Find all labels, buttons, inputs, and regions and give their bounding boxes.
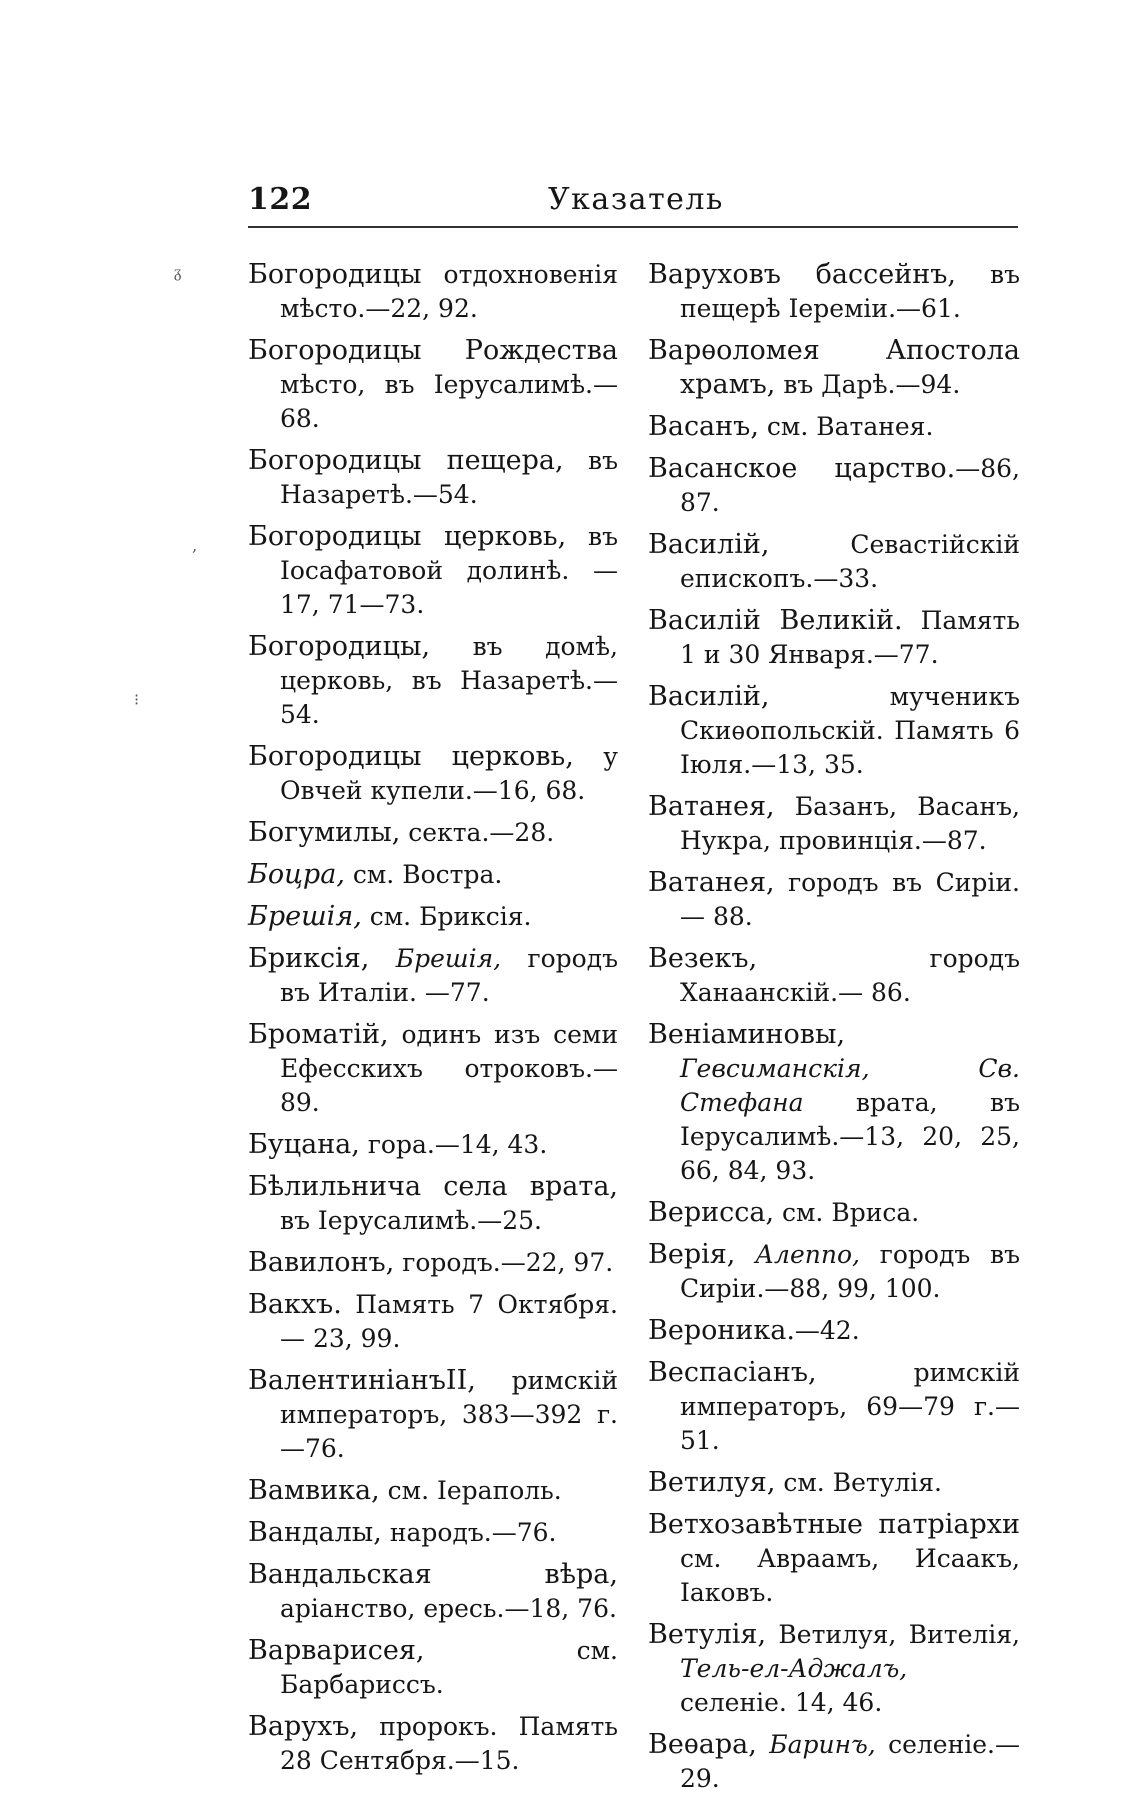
page-number: 122	[248, 182, 313, 217]
index-entry: Брешія, см. Бриксія.	[248, 901, 532, 932]
index-entry: Васанъ, см. Ватанея.	[648, 411, 934, 442]
index-entry: Вамвика, см. Іераполь.	[248, 1475, 562, 1506]
index-entry: Богородицы пещера, въ Назаретѣ.—54.	[248, 445, 618, 509]
index-entry: Варварисея, см. Барбариссъ.	[248, 1635, 618, 1699]
index-entry: Ветхозавѣтные патріархи см. Авраамъ, Исаакъ, Іаковъ.	[648, 1509, 1020, 1607]
index-entry: Вавилонъ, городъ.—22, 97.	[248, 1247, 614, 1278]
index-entry: Верисса, см. Вриса.	[648, 1197, 920, 1228]
index-entry: Веспасіанъ, римскій императоръ, 69—79 г.—51.	[648, 1357, 1020, 1455]
index-entry: Богородицы Рождества мѣсто, въ Іерусалимѣ.—68.	[248, 335, 618, 433]
index-entry: Броматій, одинъ изъ семи Ефесскихъ отроковъ.—89.	[248, 1019, 618, 1117]
index-entry: Бриксія, Брешія, городъ въ Италіи. —77.	[248, 943, 619, 1007]
running-head	[248, 176, 1018, 226]
index-entry: Верія, Алеппо, городъ въ Сиріи.—88, 99, 100.	[648, 1239, 1020, 1303]
index-entry: Варѳоломея Апостола храмъ, въ Дарѣ.—94.	[648, 335, 1020, 400]
index-entry: Веѳара, Баринъ, селеніе.—29.	[648, 1729, 1020, 1793]
index-entry: Василій, Севастійскій епископъ.—33.	[648, 529, 1020, 593]
index-entry: Ветилуя, см. Ветулія.	[648, 1467, 942, 1498]
index-entry: Бѣлильнича села врата, въ Іерусалимѣ.—25.	[248, 1171, 618, 1235]
index-entry: Васанское царство.—86, 87.	[648, 453, 1020, 517]
index-entry: Вероника.—42.	[648, 1315, 860, 1346]
index-entry: Богумилы, секта.—28.	[248, 817, 555, 848]
margin-mark: ᵹ	[174, 262, 182, 281]
running-title: Указатель	[548, 182, 724, 217]
index-entry: ВалентиніанъII, римскій императоръ, 383—392 г.—76.	[248, 1365, 618, 1463]
index-entry: Ватанея, городъ въ Сиріи.— 88.	[648, 867, 1020, 931]
index-entry: Богородицы, въ домѣ, церковь, въ Назаретѣ.—54.	[248, 631, 618, 729]
index-entry: Варухъ, пророкъ. Память 28 Сентября.—15.	[248, 1711, 618, 1775]
margin-mark: ⁝	[134, 690, 140, 709]
index-entry: Веніаминовы, Гевсиманскія, Св. Стефана врата, въ Іерусалимѣ.—13, 20, 25, 66, 84, 93.	[648, 1019, 1020, 1185]
index-entry: Боцра, см. Востра.	[248, 859, 503, 890]
index-entry: Везекъ, городъ Ханаанскій.— 86.	[648, 943, 1020, 1007]
margin-mark: ‚	[192, 536, 198, 555]
index-entry: Вандалы, народъ.—76.	[248, 1517, 557, 1548]
index-entry: Варуховъ бассейнъ, въ пещерѣ Іереміи.—61.	[648, 259, 1020, 323]
index-entry: Ватанея, Базанъ, Васанъ, Нукра, провинція.—87.	[648, 791, 1020, 855]
index-entry: Буцана, гора.—14, 43.	[248, 1129, 548, 1160]
index-entry: Богородицы церковь, у Овчей купели.—16, 68.	[248, 741, 618, 805]
index-entry: Вандальская вѣра, аріанство, ересь.—18, 76.	[248, 1559, 618, 1623]
index-entry: Богородицы церковь, въ Іосафатовой долинѣ. — 17, 71—73.	[248, 521, 618, 619]
index-entry: Вакхъ. Память 7 Октября.— 23, 99.	[248, 1289, 618, 1353]
index-column-left	[248, 258, 618, 1786]
index-entry: Василій Великій. Память 1 и 30 Января.—77.	[648, 605, 1020, 669]
index-column-right	[648, 258, 1020, 1804]
header-rule	[248, 226, 1018, 228]
index-entry: Ветулія, Ветилуя, Вителія, Тель-ел-Аджалъ, селеніе. 14, 46.	[648, 1619, 1020, 1717]
index-entry: Василій, мученикъ Скиѳопольскій. Память 6 Іюля.—13, 35.	[648, 681, 1020, 779]
index-entry: Богородицы отдохновенія мѣсто.—22, 92.	[248, 259, 618, 323]
